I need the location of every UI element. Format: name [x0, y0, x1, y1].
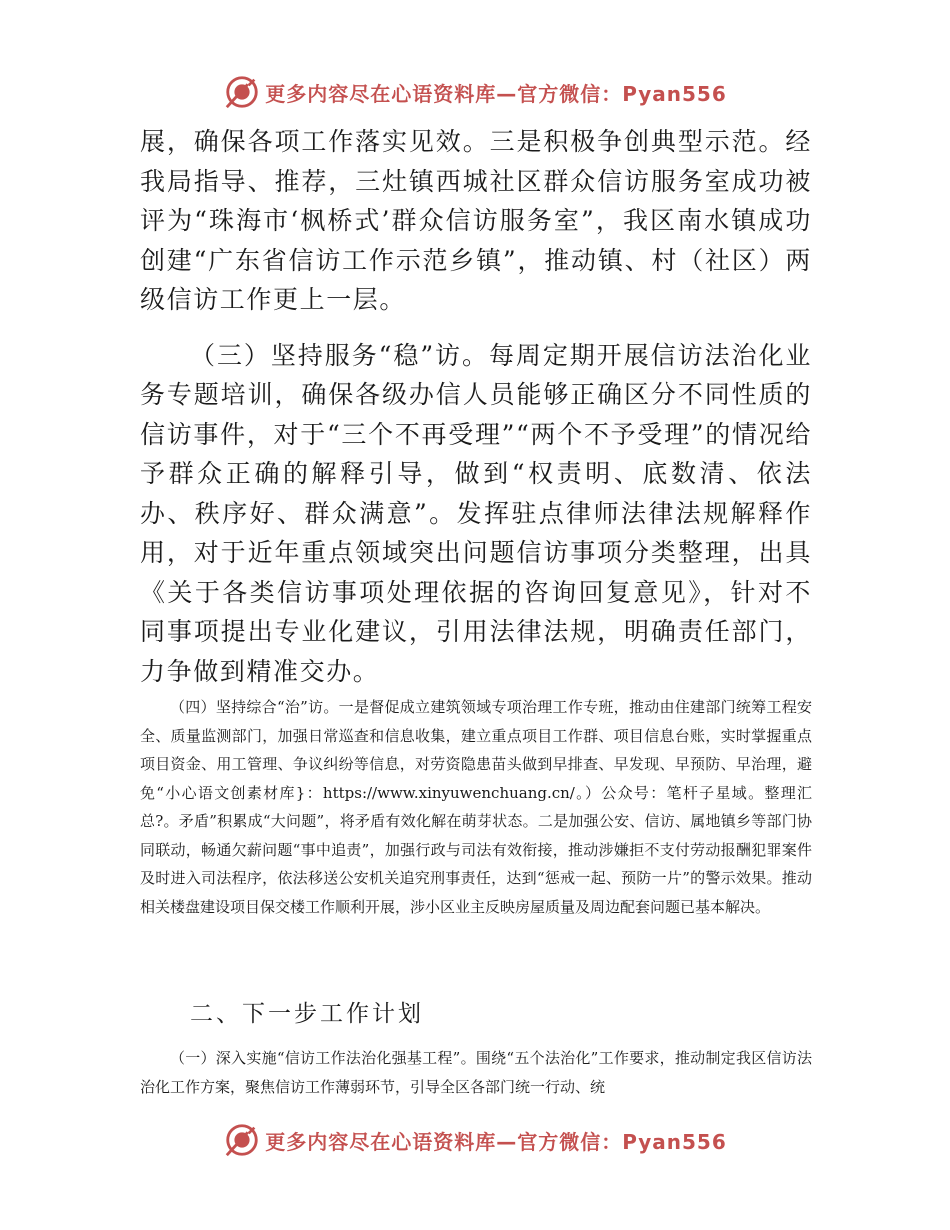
section-heading-next-plan: 二、下一步工作计划 — [190, 1001, 424, 1027]
watermark-text: 更多内容尽在心语资料库—官方微信：Pyan556 — [265, 81, 727, 106]
pen-logo-icon — [223, 1121, 261, 1159]
heading-block — [140, 995, 812, 1028]
paragraph-section-yi-block — [140, 1044, 812, 1101]
pen-logo-icon — [223, 73, 261, 111]
paragraph-section-si: （四）坚持综合“治”访。一是督促成立建筑领域专项治理工作专班，推动由住建部门统筹工程安全、质量监测部门，加强日常巡查和信息收集，建立重点项目工作群、项目信息台账，实时掌握重点项目资金、用工管理、争议纠纷等信息，对劳资隐患苗头做到早排查、早发现、早预防、早治理，避免“小心语文创素材库}：https://www.xinyuwenchuang.cn/。）公众号：笔杆子星域。整理汇总?。矛盾”积累成“大问题”，将矛盾有效化解在萌芽状态。二是加强公安、信访、属地镇乡等部门协同联动，畅通欠薪问题“事中追责”，加强行政与司法有效衔接，推动涉嫌拒不支付劳动报酬犯罪案件及时进入司法程序，依法移送公安机关追究刑事责任，达到“惩戒一起、预防一片”的警示效果。推动相关楼盘建设项目保交楼工作顺利开展，涉小区业主反映房屋质量及周边配套问题已基本解决。 — [140, 698, 812, 916]
paragraph-section-yi: （一）深入实施“信访工作法治化强基工程”。围绕“五个法治化”工作要求，推动制定我区信访法治化工作方案，聚焦信访工作薄弱环节，引导全区各部门统一行动、统 — [140, 1049, 812, 1096]
document-body — [140, 122, 812, 691]
watermark-text: 更多内容尽在心语资料库—官方微信：Pyan556 — [265, 1129, 727, 1154]
paragraph-section-si-block — [140, 693, 812, 921]
paragraph-section-san: （三）坚持服务“稳”访。每周定期开展信访法治化业务专题培训，确保各级办信人员能够正确区分不同性质的信访事件，对于“三个不再受理”“两个不予受理”的情况给予群众正确的解释引导，做到“权责明、底数清、依法办、秩序好、群众满意”。发挥驻点律师法律法规解释作用，对于近年重点领域突出问题信访事项分类整理，出具《关于各类信访事项处理依据的咨询回复意见》，针对不同事项提出专业化建议，引用法律法规，明确责任部门，力争做到精准交办。 — [140, 340, 812, 686]
footer-watermark — [0, 1120, 950, 1160]
header-watermark — [0, 72, 950, 112]
paragraph-section-three-tail: 展，确保各项工作落实见效。三是积极争创典型示范。经我局指导、推荐，三灶镇西城社区群众信访服务室成功被评为“珠海市‘枫桥式’群众信访服务室”，我区南水镇成功创建“广东省信访工作示范乡镇”，推动镇、村（社区）两级信访工作更上一层。 — [140, 127, 812, 314]
